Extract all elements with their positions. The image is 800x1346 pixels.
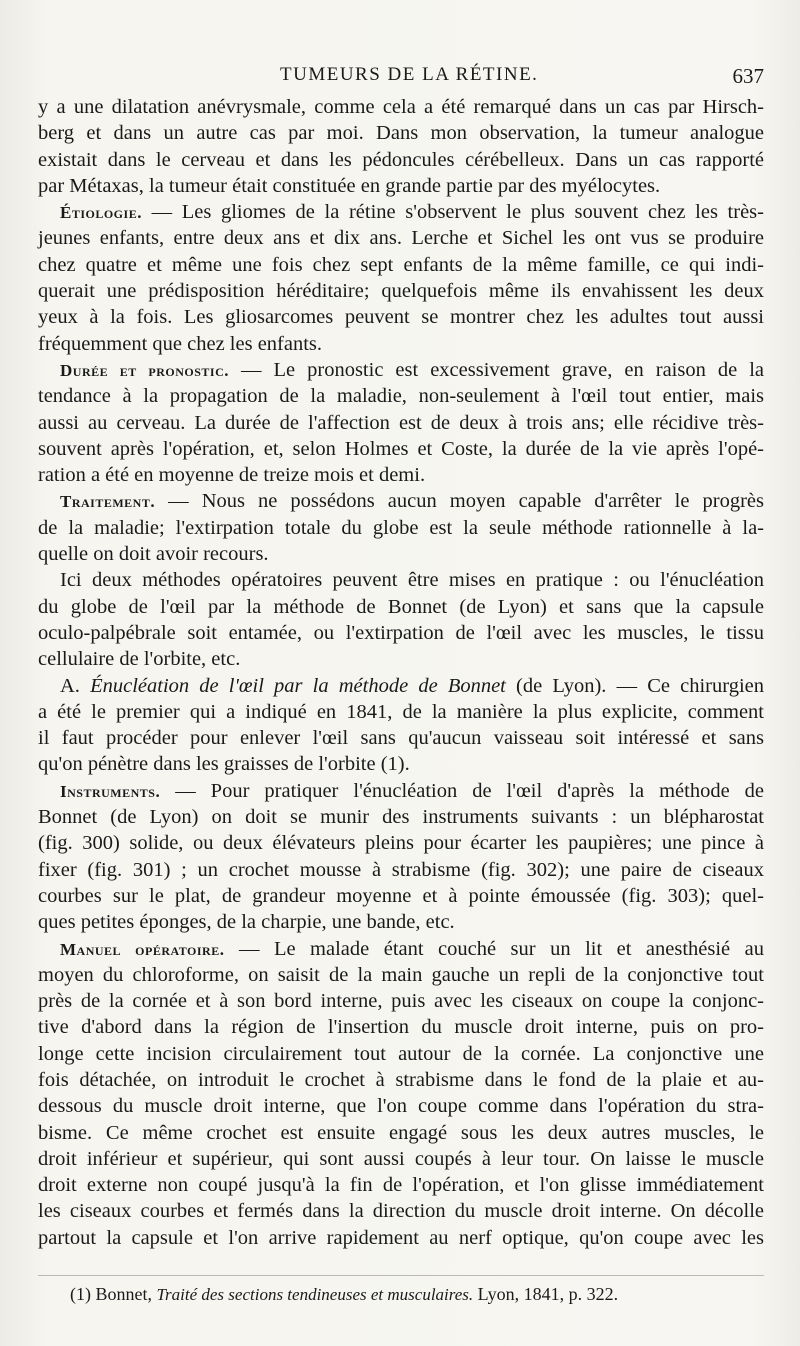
text-line [38,751,764,777]
text-run: cellulaire de l'orbite, etc. [38,648,241,671]
text-line [38,936,764,962]
text-run: partout la capsule et l'on arrive rapidement au nerf optique, qu'on coupe avec les [38,1226,764,1249]
text-line [38,1093,764,1119]
footnote-place-year: Lyon, 1841, p. 322. [477,1284,619,1304]
text-run: dessous du muscle droit interne, que l'on coupe comme dans l'opération du stra- [38,1095,764,1118]
page-number: 637 [732,64,764,88]
text-run: par Métaxas, la tumeur était constituée en grande partie par des myélocytes. [38,174,661,197]
text-line [38,830,764,856]
text-run: berg et dans un autre cas par moi. Dans mon observation, la tumeur analogue [38,122,764,145]
text-line [38,567,764,593]
text-line [38,541,764,567]
italic-title: Énucléation de l'œil par la méthode de Bonnet [90,674,506,697]
section-heading: Traitement. [60,492,156,512]
text-run: longe cette incision circulairement tout autour de la cornée. La conjonctive une [38,1042,764,1065]
text-line [38,988,764,1014]
section-heading: Étiologie. [60,203,142,223]
text-line [38,410,764,436]
text-run: ques petites éponges, de la charpie, une bande, etc. [38,911,455,934]
text-run: Bonnet (de Lyon) on doit se munir des instruments suivants : un blépharostat [38,806,764,829]
text-run: — Les gliomes de la rétine s'observent le plus souvent chez les très- [141,201,764,224]
text-run: — Pour pratiquer l'énucléation de l'œil d'après la méthode de [160,779,764,802]
text-line [38,199,764,225]
text-line [38,1172,764,1198]
text-run: y a une dilatation anévrysmale, comme cela a été remarqué dans un cas par Hirsch- [38,96,764,118]
text-run: ration a été en moyenne de treize mois et demi. [38,464,426,487]
text-line [38,331,764,357]
text-run: souvent après l'opération, et, selon Holmes et Coste, la durée de la vie après l'opé- [38,437,764,460]
footnote-author: Bonnet, [95,1284,152,1304]
text-line [38,1120,764,1146]
text-run: yeux à la fois. Les gliosarcomes peuvent se montrer chez les adultes tout aussi [38,306,764,329]
text-run: il faut procéder pour enlever l'œil sans qu'aucun vaisseau soit intéressé et sans [38,727,764,750]
text-line [38,304,764,330]
text-run: — Le malade étant couché sur un lit et anesthésié au [224,937,764,960]
text-run: tive d'abord dans la région de l'insertion du muscle droit interne, puis on pro- [38,1016,764,1039]
text-run: oculo-palpébrale soit entamée, ou l'extirpation de l'œil avec les muscles, le tissu [38,621,764,644]
text-run: querait une prédisposition héréditaire; quelquefois même ils envahissent les deux [38,280,764,303]
text-line [38,620,764,646]
text-run: de la maladie; l'extirpation totale du globe est la seule méthode rationnelle à la- [38,516,764,539]
text-run: fois détachée, on introduit le crochet à strabisme dans le fond de la plaie et au- [38,1068,764,1091]
text-run: tendance à la propagation de la maladie, non-seulement à l'œil tout entier, mais [38,385,764,408]
text-line [38,646,764,672]
text-line [38,1198,764,1224]
text-run: aussi au cerveau. La durée de l'affection est de deux à trois ans; elle récidive très- [38,411,764,434]
footnote-title: Traité des sections tendineuses et musculaires. [156,1285,474,1304]
text-run: (de Lyon). — Ce chirurgien [505,674,764,697]
text-line [38,436,764,462]
text-line [38,1225,764,1251]
footnote-rule [38,1275,764,1276]
text-run: chez quatre et même une fois chez sept enfants de la même famille, ce qui indi- [38,253,764,276]
text-line [38,278,764,304]
text-line [38,857,764,883]
text-run: fréquemment que chez les enfants. [38,332,323,355]
text-line [38,1146,764,1172]
text-line [38,962,764,988]
text-run: droit externe non coupé jusqu'à la fin de l'opération, et l'on glisse immédiatement [38,1174,764,1197]
text-line [38,252,764,278]
text-run: fixer (fig. 301) ; un crochet mousse à strabisme (fig. 302); une paire de ciseaux [38,858,764,881]
text-line [38,357,764,383]
text-run: les ciseaux courbes et fermés dans la direction du muscle droit interne. On décolle [38,1200,764,1223]
text-line [38,1067,764,1093]
text-line [38,94,764,120]
text-line [38,120,764,146]
footnote [70,1284,618,1305]
text-line [38,594,764,620]
text-run: courbes sur le plat, de grandeur moyenne et à pointe émoussée (fig. 303); quel- [38,884,764,907]
text-run: A. [60,674,91,697]
text-run: — Nous ne possédons aucun moyen capable d'arrêter le progrès [155,490,764,513]
text-line [38,225,764,251]
text-run: quelle on doit avoir recours. [38,543,269,566]
text-line [38,673,764,699]
text-run: a été le premier qui a indiqué en 1841, de la manière la plus explicite, comment [38,700,764,723]
text-run: (fig. 300) solide, ou deux élévateurs pleins pour écarter les paupières; une pince à [38,832,764,855]
running-head [0,64,800,94]
text-line [38,462,764,488]
text-line [38,699,764,725]
text-run: droit inférieur et supérieur, qui sont aussi coupés à leur tour. On laisse le muscle [38,1147,764,1170]
body-text [38,94,764,1251]
text-run: bisme. Ce même crochet est ensuite engagé sous les deux autres muscles, le [38,1121,764,1144]
text-run: existait dans le cerveau et dans les pédoncules cérébelleux. Dans un cas rapporté [38,148,764,171]
text-run: qu'on pénètre dans les graisses de l'orbite (1). [38,753,410,776]
text-line [38,883,764,909]
text-line [38,147,764,173]
text-run: moyen du chloroforme, on saisit de la main gauche un repli de la conjonctive tout [38,963,764,986]
text-run: du globe de l'œil par la méthode de Bonnet (de Lyon) et sans que la capsule [38,595,764,618]
text-line [38,383,764,409]
text-line [38,1014,764,1040]
text-line [38,173,764,199]
text-line [38,804,764,830]
section-heading: Durée et pronostic. [60,360,229,380]
text-run: près de la cornée et à son bord interne, puis avec les ciseaux on coupe la conjonc- [38,990,764,1013]
text-line [38,515,764,541]
text-run: Ici deux méthodes opératoires peuvent être mises en pratique : ou l'énucléation [60,569,764,592]
text-line [38,725,764,751]
text-line [38,488,764,514]
text-run: — Le pronostic est excessivement grave, en raison de la [228,358,765,381]
text-run: jeunes enfants, entre deux ans et dix ans. Lerche et Sichel les ont vus se produire [38,227,764,250]
section-heading: Manuel opératoire. [60,939,225,959]
footnote-marker: (1) [70,1284,91,1304]
section-heading: Instruments. [60,781,161,801]
text-line [38,1041,764,1067]
text-line [38,909,764,935]
running-title: TUMEURS DE LA RÉTINE. [280,64,539,85]
text-line [38,778,764,804]
